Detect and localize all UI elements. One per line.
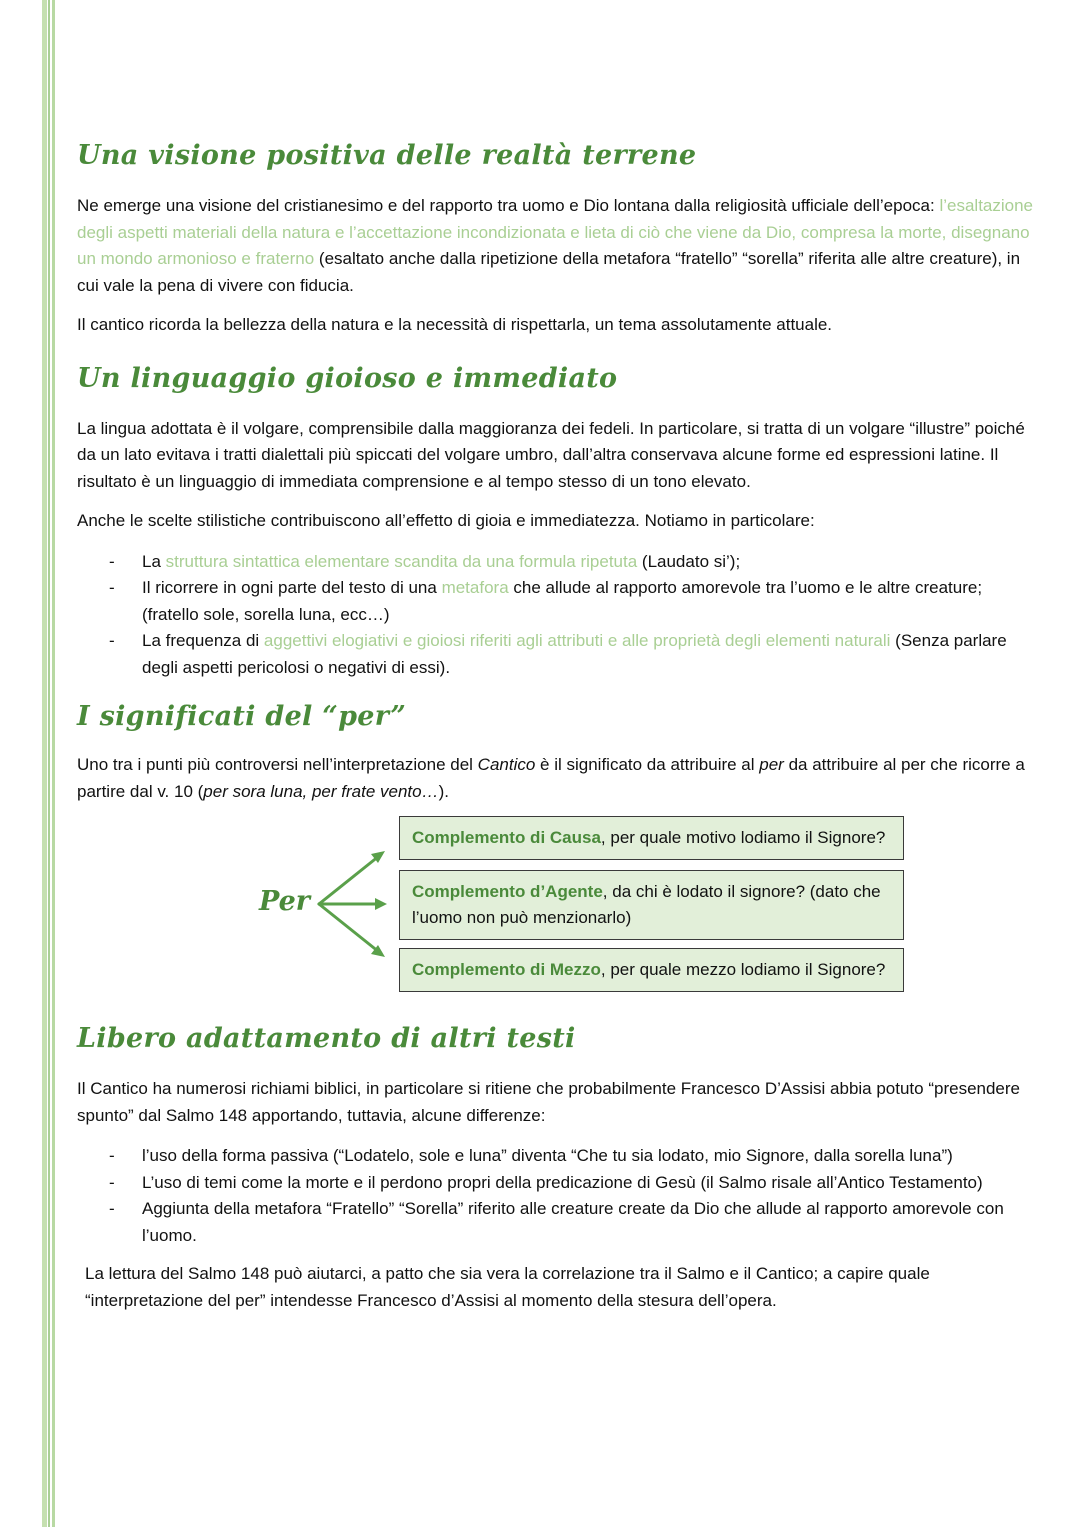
section-heading-linguaggio: Un linguaggio gioioso e immediato (77, 362, 618, 394)
paragraph-visione: Ne emerge una visione del cristianesimo e del rapporto tra uomo e Dio lontana dalla religiosità ufficiale dell’epoca: l’esaltazione degli aspetti materiali della natura e l’accettazione incondizionata e lieta di ciò che viene da Dio, compresa la morte, disegnano un mondo armonioso e fraterno (esaltato anche dalla ripetizione della metafora “fratello” “sorella” riferita alle altre creature), in cui vale la pena di vivere con fiducia. (77, 196, 1034, 295)
list-item: - Il ricorrere in ogni parte del testo di una metafora che allude al rapporto amorevole tra l’uomo e le altre creature; (fratello sole, sorella luna, ecc…) (109, 578, 983, 624)
highlighted-text: l’esaltazione degli aspetti materiali della natura e l’accettazione incondizionata e lieta di ciò che viene da Dio, compresa la morte, disegnano un mondo armonioso e fraterno (77, 196, 1034, 268)
page-margin-decoration (0, 0, 60, 1527)
list-item: - Aggiunta della metafora “Fratello” “Sorella” riferito alle creature create da Dio che allude al rapporto amorevole con l’uomo. (109, 1199, 1004, 1245)
paragraph-scelte: Anche le scelte stilistiche contribuiscono all’effetto di gioia e immediatezza. Notiamo in particolare: (77, 511, 815, 530)
paragraph-per: Uno tra i punti più controversi nell’interpretazione del Cantico è il significato da attribuire al per da attribuire al per che ricorre a partire dal v. 10 (per sora luna, per frate vento…). (77, 755, 1025, 801)
complement-box-causa: Complemento di Causa, per quale motivo lodiamo il Signore? (399, 816, 904, 860)
page-content (77, 140, 1037, 1314)
section-heading-visione: Una visione positiva delle realtà terrene (77, 140, 697, 171)
section-heading-adattamento: Libero adattamento di altri testi (77, 1023, 576, 1054)
complement-box-mezzo: Complemento di Mezzo, per quale mezzo lodiamo il Signore? (399, 948, 904, 992)
paragraph-lingua: La lingua adottata è il volgare, comprensibile dalla maggioranza dei fedeli. In particolare, si tratta di un volgare “illustre” poiché da un lato evitava i tratti dialettali più spiccati del volgare umbro, dall’altra conservava alcune forme ed espressioni latine. Il risultato è un linguaggio di immediata comprensione e al tempo stesso di un tono elevato. (77, 418, 1025, 491)
paragraph-cantico: Il cantico ricorda la bellezza della natura e la necessità di rispettarla, un tema assolutamente attuale. (77, 315, 833, 334)
list-item: - La frequenza di aggettivi elogiativi e gioiosi riferiti agli attributi e alle proprietà degli elementi naturali (Senza parlare degli aspetti pericolosi o negativi di essi). (109, 631, 1007, 677)
stylistic-list (77, 549, 1037, 682)
paragraph-richiami: Il Cantico ha numerosi richiami biblici, in particolare si ritiene che probabilmente Francesco D’Assisi abbia potuto “presendere spunto” dal Salmo 148 apportando, tuttavia, alcune differenze: (77, 1079, 1021, 1125)
complement-box-agente: Complemento d’Agente, da chi è lodato il signore? (dato che l’uomo non può menzionarlo) (399, 870, 904, 940)
list-item: - La struttura sintattica elementare scandita da una formula ripetuta (Laudato si’); (109, 551, 741, 571)
list-item: - L’uso di temi come la morte e il perdono propri della predicazione di Gesù (il Salmo risale all’Antico Testamento) (109, 1172, 983, 1192)
section-heading-per: I significati del “per” (77, 701, 407, 732)
per-root-label: Per (259, 886, 310, 917)
per-diagram (77, 816, 1037, 1001)
differences-list (77, 1143, 1037, 1249)
list-item: - l’uso della forma passiva (“Lodatelo, sole e luna” diventa “Che tu sia lodato, mio Signore, dalla sorella luna”) (109, 1146, 953, 1165)
paragraph-lettura: La lettura del Salmo 148 può aiutarci, a patto che sia vera la correlazione tra il Salmo e il Cantico; a capire quale “interpretazione del per” intendesse Francesco d’Assisi al momento della stesura dell’opera. (85, 1264, 930, 1310)
branch-arrows-icon (307, 834, 397, 974)
